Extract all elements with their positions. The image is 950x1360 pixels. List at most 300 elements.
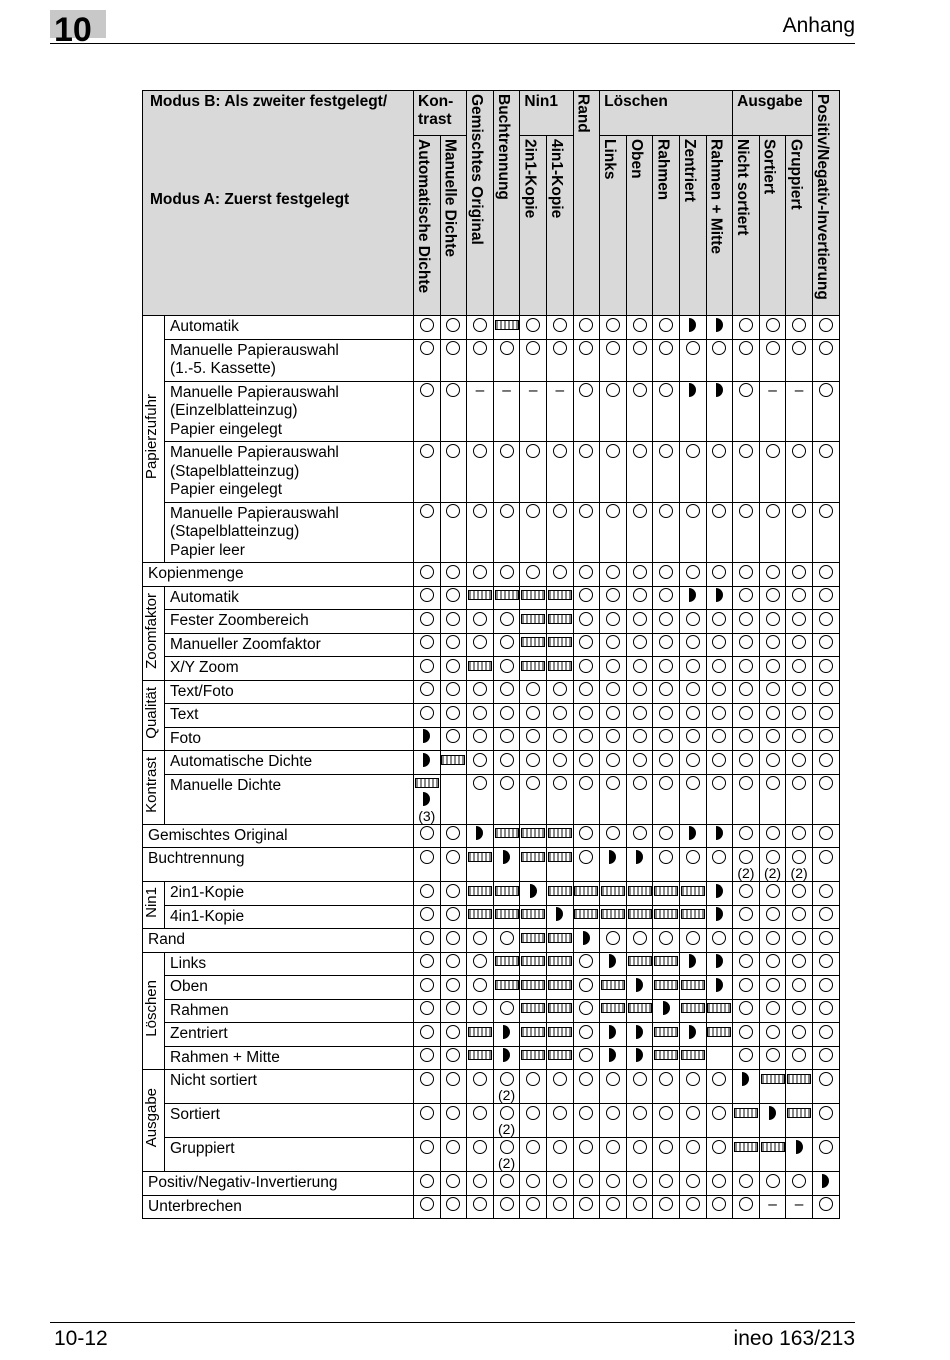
- compatible-icon: [739, 1048, 753, 1062]
- table-cell: [573, 563, 600, 587]
- table-cell: [414, 905, 441, 929]
- priority-icon: [574, 886, 598, 896]
- table-cell: [733, 1195, 760, 1219]
- compatible-icon: [446, 1106, 460, 1120]
- compatible-icon: [792, 588, 806, 602]
- table-cell: [573, 339, 600, 381]
- table-row: [143, 657, 840, 681]
- compatible-icon: [473, 1197, 487, 1211]
- compatible-icon: [739, 682, 753, 696]
- table-cell: [414, 657, 441, 681]
- table-cell: [653, 657, 680, 681]
- compatible-icon: [766, 635, 780, 649]
- table-cell: [679, 381, 706, 442]
- conditional-icon: [689, 1025, 696, 1039]
- table-cell: [520, 704, 547, 728]
- compatible-icon: [712, 682, 726, 696]
- table-cell: [467, 824, 494, 848]
- compatible-icon: [792, 1001, 806, 1015]
- table-cell: [467, 1070, 494, 1104]
- table-cell: [493, 633, 520, 657]
- table-cell: [573, 1023, 600, 1047]
- table-cell: [706, 586, 733, 610]
- table-cell: [440, 442, 467, 503]
- compatible-icon: [500, 1174, 514, 1188]
- compatible-icon: [633, 776, 647, 790]
- table-cell: [414, 1104, 441, 1138]
- compatible-icon: [420, 1140, 434, 1154]
- compatible-icon: [606, 635, 620, 649]
- compatible-icon: [579, 383, 593, 397]
- compatible-icon: [446, 565, 460, 579]
- table-cell: [812, 952, 839, 976]
- compatible-icon: [739, 318, 753, 332]
- table-cell: [812, 1195, 839, 1219]
- table-cell: [626, 502, 653, 563]
- priority-icon: [441, 755, 465, 765]
- compatible-icon: [766, 931, 780, 945]
- compatible-icon: [766, 612, 780, 626]
- table-cell: [786, 751, 813, 775]
- table-cell: [759, 339, 786, 381]
- table-cell: [653, 1023, 680, 1047]
- row-label: Sortiert: [165, 1104, 414, 1138]
- compatible-icon: [420, 444, 434, 458]
- compatible-icon: [659, 682, 673, 696]
- conditional-icon: [476, 826, 483, 840]
- table-cell: [759, 848, 786, 882]
- compatible-icon: [606, 444, 620, 458]
- table-cell: [600, 1046, 627, 1070]
- table-cell: [440, 929, 467, 953]
- table-cell: [520, 727, 547, 751]
- table-cell: [467, 848, 494, 882]
- conditional-icon: [822, 1174, 829, 1188]
- table-cell: [520, 952, 547, 976]
- compatible-icon: [500, 1140, 514, 1154]
- table-cell: [493, 929, 520, 953]
- conditional-icon: [716, 383, 723, 397]
- table-cell: [493, 848, 520, 882]
- table-cell: [573, 952, 600, 976]
- compatible-icon: [819, 682, 833, 696]
- table-cell: [493, 339, 520, 381]
- compatible-icon: [739, 1174, 753, 1188]
- table-row: [143, 1172, 840, 1196]
- table-cell: [706, 563, 733, 587]
- column-header: [653, 136, 680, 316]
- table-cell: [653, 633, 680, 657]
- compatible-icon: [712, 776, 726, 790]
- table-cell: [653, 502, 680, 563]
- table-cell: [600, 882, 627, 906]
- row-label: Automatik: [165, 586, 414, 610]
- compatible-icon: [446, 588, 460, 602]
- table-cell: [733, 381, 760, 442]
- table-cell: [653, 442, 680, 503]
- compatible-icon: [500, 565, 514, 579]
- table-cell: [759, 751, 786, 775]
- table-cell: [679, 1070, 706, 1104]
- table-cell: [679, 316, 706, 340]
- table-cell: [759, 1046, 786, 1070]
- compatible-icon: [500, 706, 514, 720]
- compatible-icon: [446, 954, 460, 968]
- table-cell: [467, 610, 494, 634]
- compatible-icon: [686, 753, 700, 767]
- table-cell: [812, 976, 839, 1000]
- row-group-text: Ausgabe: [143, 1088, 160, 1148]
- compatible-icon: [420, 341, 434, 355]
- table-cell: [546, 680, 573, 704]
- compatible-icon: [739, 504, 753, 518]
- column-header-text: Rand: [574, 94, 592, 133]
- compatible-icon: [473, 1174, 487, 1188]
- table-cell: [679, 339, 706, 381]
- column-header: [626, 136, 653, 316]
- compatible-icon: [420, 588, 434, 602]
- table-cell: [679, 633, 706, 657]
- compatible-icon: [686, 776, 700, 790]
- compatible-icon: [819, 729, 833, 743]
- table-cell: [493, 1172, 520, 1196]
- table-cell: [679, 952, 706, 976]
- table-row: [143, 633, 840, 657]
- table-cell: [440, 563, 467, 587]
- table-cell: [679, 774, 706, 824]
- priority-icon: [521, 828, 545, 838]
- compatible-icon: [659, 504, 673, 518]
- compatible-icon: [579, 504, 593, 518]
- row-label: 2in1-Kopie: [165, 882, 414, 906]
- table-cell: [520, 882, 547, 906]
- compatible-icon: [446, 1072, 460, 1086]
- table-cell: [759, 586, 786, 610]
- priority-icon: [548, 886, 572, 896]
- table-cell: [493, 563, 520, 587]
- table-cell: [546, 381, 573, 442]
- compatible-icon: [420, 612, 434, 626]
- compatible-icon: [446, 318, 460, 332]
- table-cell: [626, 442, 653, 503]
- row-label: Text: [165, 704, 414, 728]
- column-header-text: Gemischtes Original: [468, 94, 486, 245]
- compatible-icon: [659, 706, 673, 720]
- priority-icon: [654, 1027, 678, 1037]
- table-row: [143, 1104, 840, 1138]
- compatible-icon: [579, 444, 593, 458]
- table-row: [143, 774, 840, 824]
- priority-icon: [521, 614, 545, 624]
- compatible-icon: [553, 1174, 567, 1188]
- table-cell: [786, 563, 813, 587]
- table-cell: [600, 952, 627, 976]
- column-header: [786, 136, 813, 316]
- compatible-icon: [606, 776, 620, 790]
- compatible-icon: [446, 504, 460, 518]
- compatible-icon: [446, 931, 460, 945]
- table-cell: [467, 1104, 494, 1138]
- row-label: Foto: [165, 727, 414, 751]
- row-label: Rahmen + Mitte: [165, 1046, 414, 1070]
- table-cell: [467, 502, 494, 563]
- dash-symbol: –: [768, 1195, 777, 1213]
- table-cell: [653, 586, 680, 610]
- compatible-icon: [739, 341, 753, 355]
- table-cell: [653, 1172, 680, 1196]
- table-cell: [812, 1138, 839, 1172]
- table-cell: [812, 751, 839, 775]
- compatible-icon: [633, 826, 647, 840]
- table-cell: [440, 1138, 467, 1172]
- table-cell: [679, 976, 706, 1000]
- compatible-icon: [686, 682, 700, 696]
- conditional-icon: [716, 884, 723, 898]
- table-cell: [679, 882, 706, 906]
- table-cell: [520, 610, 547, 634]
- table-cell: [626, 1023, 653, 1047]
- priority-icon: [468, 661, 492, 671]
- table-cell: [546, 824, 573, 848]
- compatible-icon: [526, 1072, 540, 1086]
- table-cell: [573, 905, 600, 929]
- table-cell: [520, 502, 547, 563]
- table-cell: [414, 563, 441, 587]
- column-header-text: Buchtrennung: [494, 94, 512, 200]
- table-cell: [440, 952, 467, 976]
- compatible-icon: [606, 1197, 620, 1211]
- compatible-icon: [446, 978, 460, 992]
- compatible-icon: [819, 318, 833, 332]
- table-cell: [759, 633, 786, 657]
- conditional-icon: [716, 907, 723, 921]
- table-cell: [600, 1138, 627, 1172]
- table-cell: [520, 316, 547, 340]
- compatible-icon: [819, 635, 833, 649]
- compatible-icon: [712, 341, 726, 355]
- table-cell: [706, 976, 733, 1000]
- table-cell: [600, 502, 627, 563]
- compatible-icon: [553, 682, 567, 696]
- table-cell: [679, 848, 706, 882]
- table-cell: [759, 929, 786, 953]
- compatible-icon: [659, 565, 673, 579]
- compatible-icon: [420, 1048, 434, 1062]
- table-cell: [706, 502, 733, 563]
- compatible-icon: [766, 565, 780, 579]
- conditional-icon: [769, 1106, 776, 1120]
- table-cell: [812, 1023, 839, 1047]
- column-header: [706, 136, 733, 316]
- compatible-icon: [633, 682, 647, 696]
- table-cell: [626, 952, 653, 976]
- priority-icon: [468, 852, 492, 862]
- priority-icon: [548, 1027, 572, 1037]
- compatible-icon: [500, 659, 514, 673]
- compatible-icon: [446, 884, 460, 898]
- compatible-icon: [420, 1197, 434, 1211]
- compatible-icon: [766, 1025, 780, 1039]
- table-cell: [706, 704, 733, 728]
- table-cell: [493, 1195, 520, 1219]
- compatible-icon: [473, 635, 487, 649]
- table-cell: [546, 502, 573, 563]
- compatible-icon: [473, 1001, 487, 1015]
- compatible-icon: [633, 565, 647, 579]
- compatible-icon: [633, 588, 647, 602]
- compatible-icon: [420, 931, 434, 945]
- priority-icon: [654, 886, 678, 896]
- dash-symbol: –: [528, 381, 538, 399]
- table-cell: [546, 751, 573, 775]
- compatible-icon: [526, 729, 540, 743]
- priority-icon: [548, 828, 572, 838]
- table-row: [143, 1046, 840, 1070]
- table-cell: [414, 1023, 441, 1047]
- table-cell: [706, 1138, 733, 1172]
- compatible-icon: [633, 504, 647, 518]
- compatible-icon: [446, 850, 460, 864]
- compatible-icon: [739, 729, 753, 743]
- table-cell: [626, 633, 653, 657]
- compatible-icon: [792, 931, 806, 945]
- compatible-icon: [473, 753, 487, 767]
- compatible-icon: [659, 753, 673, 767]
- table-cell: [520, 1138, 547, 1172]
- compatible-icon: [633, 318, 647, 332]
- column-header-text: Gruppiert: [787, 139, 805, 210]
- table-cell: [812, 339, 839, 381]
- compatible-icon: [633, 1072, 647, 1086]
- table-cell: [786, 704, 813, 728]
- row-group-label: [143, 882, 165, 929]
- table-cell: [653, 1138, 680, 1172]
- priority-icon: [495, 828, 519, 838]
- compatible-icon: [579, 850, 593, 864]
- table-cell: [653, 999, 680, 1023]
- table-cell: [812, 316, 839, 340]
- conditional-icon: [716, 826, 723, 840]
- table-cell: [626, 882, 653, 906]
- compatible-icon: [766, 444, 780, 458]
- conditional-icon: [503, 1025, 510, 1039]
- table-cell: [653, 316, 680, 340]
- column-header: [440, 136, 467, 316]
- compatible-icon: [473, 729, 487, 743]
- compatible-icon: [819, 931, 833, 945]
- table-cell: [467, 999, 494, 1023]
- compatible-icon: [819, 1197, 833, 1211]
- table-cell: [440, 751, 467, 775]
- table-cell: [626, 1046, 653, 1070]
- header-rule: [50, 43, 855, 44]
- priority-icon: [415, 778, 439, 788]
- table-cell: [414, 848, 441, 882]
- table-cell: [626, 657, 653, 681]
- table-cell: [546, 727, 573, 751]
- compatible-icon: [739, 635, 753, 649]
- table-cell: [573, 1138, 600, 1172]
- compatible-icon: [500, 504, 514, 518]
- priority-icon: [548, 590, 572, 600]
- compatible-icon: [712, 1140, 726, 1154]
- priority-icon: [548, 1003, 572, 1013]
- compatible-icon: [420, 635, 434, 649]
- column-header-text: 2in1-Kopie: [521, 139, 539, 219]
- table-cell: [733, 316, 760, 340]
- compatible-icon: [686, 659, 700, 673]
- table-cell: [546, 976, 573, 1000]
- compatible-icon: [686, 444, 700, 458]
- table-cell: [812, 1172, 839, 1196]
- table-cell: [733, 882, 760, 906]
- table-cell: [546, 905, 573, 929]
- dash-symbol: –: [475, 381, 485, 399]
- compatible-icon: [739, 383, 753, 397]
- compatible-icon: [659, 659, 673, 673]
- compatible-icon: [712, 931, 726, 945]
- compatible-icon: [686, 565, 700, 579]
- table-cell: [573, 316, 600, 340]
- table-cell: [706, 848, 733, 882]
- compatible-icon: [446, 729, 460, 743]
- table-cell: [573, 633, 600, 657]
- table-cell: [626, 610, 653, 634]
- table-cell: [414, 999, 441, 1023]
- dash-symbol: –: [768, 381, 777, 399]
- table-cell: [626, 316, 653, 340]
- conditional-icon: [689, 383, 696, 397]
- compatible-icon: [606, 659, 620, 673]
- column-group-header: Ausgabe: [733, 91, 813, 136]
- table-cell: [733, 1104, 760, 1138]
- compatible-icon: [686, 612, 700, 626]
- table-row: [143, 929, 840, 953]
- priority-icon: [521, 637, 545, 647]
- footnote-ref: (2): [790, 865, 808, 881]
- dash-symbol: –: [555, 381, 565, 399]
- compatible-icon: [500, 635, 514, 649]
- table-cell: [759, 774, 786, 824]
- table-cell: [600, 610, 627, 634]
- compatible-icon: [739, 444, 753, 458]
- table-cell: [440, 1195, 467, 1219]
- product-name: ineo 163/213: [733, 1327, 855, 1350]
- compatible-icon: [819, 565, 833, 579]
- compatible-icon: [579, 1048, 593, 1062]
- table-cell: [600, 586, 627, 610]
- priority-icon: [495, 320, 519, 330]
- priority-icon: [468, 590, 492, 600]
- table-cell: [493, 824, 520, 848]
- compatible-icon: [473, 954, 487, 968]
- priority-icon: [548, 933, 572, 943]
- conditional-icon: [609, 1048, 616, 1062]
- table-cell: [679, 999, 706, 1023]
- table-cell: [520, 999, 547, 1023]
- table-cell: [546, 1172, 573, 1196]
- compatible-icon: [473, 1106, 487, 1120]
- column-header-text: Sortiert: [760, 139, 778, 195]
- compatible-icon: [553, 1140, 567, 1154]
- compatible-icon: [446, 706, 460, 720]
- table-cell: [520, 1070, 547, 1104]
- priority-icon: [761, 1074, 785, 1084]
- table-cell: [546, 999, 573, 1023]
- table-cell: [600, 848, 627, 882]
- table-cell: [786, 339, 813, 381]
- priority-icon: [548, 852, 572, 862]
